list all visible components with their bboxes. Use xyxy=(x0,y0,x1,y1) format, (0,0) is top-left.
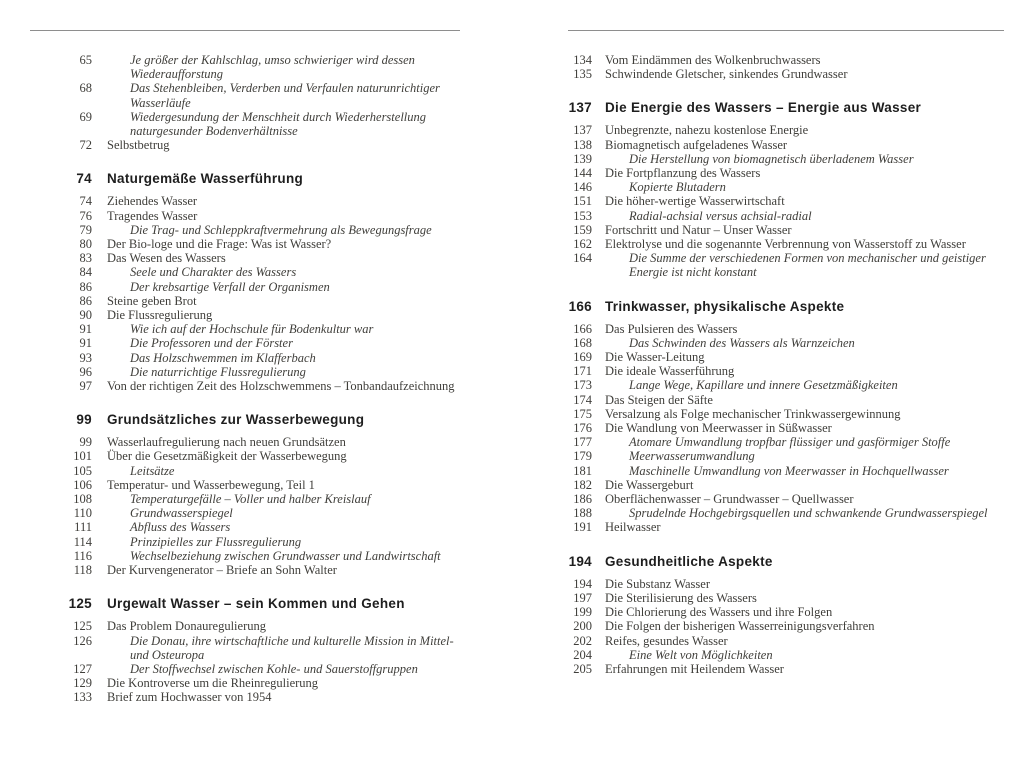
entry-page-number: 91 xyxy=(79,322,92,337)
entry-title: Je größer der Kahlschlag, umso schwieriger wird dessen Wiederaufforstung xyxy=(130,53,415,82)
entry-page-number: 72 xyxy=(79,138,92,153)
entry-title: Eine Welt von Möglichkeiten xyxy=(629,647,773,662)
entry-page-number: 101 xyxy=(73,449,92,464)
entry-page-number: 171 xyxy=(573,364,592,379)
entry-title: Das Holzschwemmen im Klafferbach xyxy=(130,350,316,365)
entry-page-number: 86 xyxy=(79,293,92,308)
entry-title: Das Pulsieren des Wassers xyxy=(605,321,738,336)
toc-entry xyxy=(30,223,460,237)
entry-page-number: 202 xyxy=(573,633,592,648)
entry-title: Die Wassergeburt xyxy=(605,477,694,492)
entry-page-number: 138 xyxy=(573,137,592,152)
entry-page-number: 114 xyxy=(73,534,92,549)
toc-section xyxy=(30,171,460,393)
entry-page-number: 166 xyxy=(573,321,592,336)
entry-title: Die Chlorierung des Wassers und ihre Folgen xyxy=(605,605,833,620)
entry-page-number: 93 xyxy=(79,350,92,365)
toc-section-heading xyxy=(30,412,460,428)
entry-title: Das Problem Donauregulierung xyxy=(107,619,266,634)
toc-entry xyxy=(568,378,1004,392)
toc-entry xyxy=(568,67,1004,81)
toc-entry xyxy=(30,194,460,208)
entry-title: Grundsätzliches zur Wasserbewegung xyxy=(107,412,365,428)
toc-section xyxy=(568,53,1004,81)
entry-page-number: 110 xyxy=(73,506,92,521)
toc-entry xyxy=(30,634,460,662)
toc-entry xyxy=(568,393,1004,407)
entry-title: Versalzung als Folge mechanischer Trinkwassergewinnung xyxy=(605,406,901,421)
toc-entry xyxy=(568,435,1004,449)
entry-title: Die Sterilisierung des Wassers xyxy=(605,590,757,605)
entry-page-number: 199 xyxy=(573,605,592,620)
entry-title: Meerwasserumwandlung xyxy=(629,449,755,464)
toc-column-left xyxy=(30,0,460,705)
header-rule-left xyxy=(30,30,460,31)
toc-entry xyxy=(30,662,460,676)
entry-title: Unbegrenzte, nahezu kostenlose Energie xyxy=(605,123,809,138)
entry-page-number: 74 xyxy=(79,194,92,209)
toc-section xyxy=(30,596,460,704)
entry-title: Das Stehenbleiben, Verderben und Verfaulen naturunrichtiger Wasserläufe xyxy=(130,81,440,110)
entry-title: Über die Gesetzmäßigkeit der Wasserbewegung xyxy=(107,449,347,464)
entry-title: Naturgemäße Wasserführung xyxy=(107,171,304,187)
toc-entry xyxy=(30,464,460,478)
entry-title: Trinkwasser, physikalische Aspekte xyxy=(605,298,845,314)
entry-title: Die Donau, ihre wirtschaftliche und kulturelle Mission in Mittel- und Osteuropa xyxy=(130,633,454,662)
entry-title: Die Substanz Wasser xyxy=(605,576,710,591)
toc-entry xyxy=(568,520,1004,534)
toc-entry xyxy=(568,180,1004,194)
toc-section xyxy=(568,100,1004,279)
toc-entry xyxy=(30,336,460,350)
entry-title: Grundwasserspiegel xyxy=(130,506,233,521)
entry-title: Temperatur- und Wasserbewegung, Teil 1 xyxy=(107,477,315,492)
toc-entry xyxy=(30,690,460,704)
toc-entry xyxy=(30,563,460,577)
entry-title: Atomare Umwandlung tropfbar flüssiger und gasförmiger Stoffe xyxy=(629,435,951,450)
toc-entry xyxy=(568,209,1004,223)
toc-section xyxy=(30,53,460,152)
toc-entry xyxy=(568,591,1004,605)
entry-title: Prinzipielles zur Flussregulierung xyxy=(130,534,302,549)
entry-page-number: 191 xyxy=(573,520,592,535)
toc-entry xyxy=(568,194,1004,208)
toc-entry xyxy=(30,506,460,520)
entry-title: Erfahrungen mit Heilendem Wasser xyxy=(605,661,784,676)
entry-page-number: 182 xyxy=(573,477,592,492)
toc-entry xyxy=(30,237,460,251)
entry-page-number: 126 xyxy=(73,633,92,648)
toc-entry xyxy=(30,110,460,138)
entry-title: Radial-achsial versus achsial-radial xyxy=(629,208,812,223)
entry-page-number: 125 xyxy=(73,619,92,634)
toc-section xyxy=(30,412,460,577)
toc-entry xyxy=(30,619,460,633)
entry-page-number: 127 xyxy=(73,661,92,676)
toc-entry xyxy=(568,322,1004,336)
entry-title: Selbstbetrug xyxy=(107,138,170,153)
toc-section-heading xyxy=(568,299,1004,315)
entry-page-number: 65 xyxy=(79,53,92,67)
toc-entry xyxy=(30,549,460,563)
entry-page-number: 86 xyxy=(79,279,92,294)
toc-entry xyxy=(30,209,460,223)
toc-entry xyxy=(30,294,460,308)
entry-page-number: 164 xyxy=(573,251,592,266)
toc-section-heading xyxy=(30,596,460,612)
entry-page-number: 159 xyxy=(573,222,592,237)
entry-title: Wasserlaufregulierung nach neuen Grundsätzen xyxy=(107,435,346,450)
entry-title: Das Steigen der Säfte xyxy=(605,392,713,407)
toc-entry xyxy=(568,464,1004,478)
header-rule-right xyxy=(568,30,1004,31)
entry-title: Tragendes Wasser xyxy=(107,208,198,223)
entry-page-number: 84 xyxy=(79,265,92,280)
toc-entry xyxy=(30,435,460,449)
entry-title: Kopierte Blutadern xyxy=(629,180,726,195)
entry-page-number: 144 xyxy=(573,166,592,181)
entry-page-number: 83 xyxy=(79,251,92,266)
entry-title: Fortschritt und Natur – Unser Wasser xyxy=(605,222,792,237)
entry-page-number: 106 xyxy=(73,477,92,492)
toc-entry xyxy=(30,478,460,492)
toc-entry xyxy=(30,265,460,279)
toc-entry xyxy=(568,577,1004,591)
entry-page-number: 204 xyxy=(573,647,592,662)
entry-title: Biomagnetisch aufgeladenes Wasser xyxy=(605,137,788,152)
entry-page-number: 135 xyxy=(573,67,592,82)
toc-entry xyxy=(568,237,1004,251)
entry-title: Wiedergesundung der Menschheit durch Wiederherstellung naturgesunder Bodenverhältnisse xyxy=(130,109,427,139)
entry-page-number: 133 xyxy=(73,690,92,705)
toc-entry xyxy=(30,322,460,336)
entry-title: Maschinelle Umwandlung von Meerwasser in Hochquellwasser xyxy=(629,463,949,478)
toc-entry xyxy=(568,492,1004,506)
entry-title: Die Professoren und der Förster xyxy=(130,336,293,351)
entry-page-number: 97 xyxy=(79,379,92,394)
toc-entry xyxy=(568,364,1004,378)
entry-page-number: 168 xyxy=(573,335,592,350)
entry-title: Die höher-wertige Wasserwirtschaft xyxy=(605,194,785,209)
toc-entry xyxy=(568,251,1004,279)
entry-title: Gesundheitliche Aspekte xyxy=(605,553,773,569)
entry-page-number: 68 xyxy=(79,81,92,96)
entry-title: Schwindende Gletscher, sinkendes Grundwasser xyxy=(605,67,848,82)
toc-entry xyxy=(30,280,460,294)
entry-title: Heilwasser xyxy=(605,520,661,535)
entry-page-number: 188 xyxy=(573,506,592,521)
entry-page-number: 137 xyxy=(573,123,592,138)
toc-list-right xyxy=(568,53,1004,676)
entry-page-number: 129 xyxy=(73,676,92,691)
entry-page-number: 197 xyxy=(573,590,592,605)
toc-entry xyxy=(568,152,1004,166)
entry-title: Sprudelnde Hochgebirgsquellen und schwankende Grundwasserspiegel xyxy=(629,506,988,521)
entry-page-number: 79 xyxy=(79,222,92,237)
entry-page-number: 175 xyxy=(573,406,592,421)
entry-page-number: 137 xyxy=(568,100,592,116)
entry-page-number: 153 xyxy=(573,208,592,223)
entry-title: Die Herstellung von biomagnetisch überladenem Wasser xyxy=(629,151,914,166)
toc-entry xyxy=(568,407,1004,421)
entry-page-number: 96 xyxy=(79,364,92,379)
toc-entry xyxy=(30,351,460,365)
toc-entry xyxy=(30,379,460,393)
toc-entry xyxy=(568,166,1004,180)
entry-page-number: 111 xyxy=(74,520,92,535)
entry-page-number: 90 xyxy=(79,308,92,323)
entry-title: Die Kontroverse um die Rheinregulierung xyxy=(107,676,319,691)
toc-entry xyxy=(30,676,460,690)
toc-entry xyxy=(568,605,1004,619)
entry-title: Die Wasser-Leitung xyxy=(605,350,705,365)
entry-title: Die naturrichtige Flussregulierung xyxy=(130,364,306,379)
entry-page-number: 105 xyxy=(73,463,92,478)
entry-title: Leitsätze xyxy=(130,463,175,478)
entry-title: Abfluss des Wassers xyxy=(130,520,231,535)
entry-page-number: 74 xyxy=(76,171,92,187)
entry-title: Elektrolyse und die sogenannte Verbrennung von Wasserstoff zu Wasser xyxy=(605,237,966,252)
toc-entry xyxy=(30,138,460,152)
entry-page-number: 125 xyxy=(68,596,92,612)
entry-title: Die Energie des Wassers – Energie aus Wasser xyxy=(605,100,922,116)
toc-entry xyxy=(568,123,1004,137)
entry-title: Steine geben Brot xyxy=(107,293,197,308)
entry-page-number: 205 xyxy=(573,661,592,676)
entry-page-number: 174 xyxy=(573,392,592,407)
entry-title: Vom Eindämmen des Wolkenbruchwassers xyxy=(605,53,821,67)
entry-title: Reifes, gesundes Wasser xyxy=(605,633,728,648)
entry-page-number: 177 xyxy=(573,435,592,450)
entry-title: Die Summe der verschiedenen Formen von mechanischer und geistiger Energie ist nicht konstant xyxy=(629,251,986,280)
entry-page-number: 134 xyxy=(573,53,592,67)
toc-entry xyxy=(30,492,460,506)
entry-page-number: 173 xyxy=(573,378,592,393)
entry-page-number: 166 xyxy=(568,298,592,314)
toc-entry xyxy=(568,634,1004,648)
toc-entry xyxy=(568,336,1004,350)
toc-section-heading xyxy=(568,554,1004,570)
entry-page-number: 181 xyxy=(573,463,592,478)
entry-title: Das Schwinden des Wassers als Warnzeichen xyxy=(629,335,855,350)
entry-page-number: 151 xyxy=(573,194,592,209)
toc-section xyxy=(568,299,1004,535)
toc-entry xyxy=(568,350,1004,364)
entry-page-number: 162 xyxy=(573,237,592,252)
entry-page-number: 76 xyxy=(79,208,92,223)
entry-page-number: 99 xyxy=(76,412,92,428)
toc-entry xyxy=(568,421,1004,435)
entry-title: Die Folgen der bisherigen Wasserreinigungsverfahren xyxy=(605,619,875,634)
entry-title: Brief zum Hochwasser von 1954 xyxy=(107,690,272,705)
entry-title: Wechselbeziehung zwischen Grundwasser und Landwirtschaft xyxy=(130,548,441,563)
entry-title: Der Kurvengenerator – Briefe an Sohn Walter xyxy=(107,563,337,578)
toc-entry xyxy=(30,308,460,322)
toc-entry xyxy=(30,449,460,463)
entry-page-number: 194 xyxy=(573,576,592,591)
toc-entry xyxy=(568,662,1004,676)
toc-section-heading xyxy=(568,100,1004,116)
toc-section xyxy=(568,554,1004,676)
entry-title: Der Stoffwechsel zwischen Kohle- und Sauerstoffgruppen xyxy=(130,661,418,676)
entry-page-number: 146 xyxy=(573,180,592,195)
entry-page-number: 169 xyxy=(573,350,592,365)
toc-entry xyxy=(568,223,1004,237)
entry-title: Der krebsartige Verfall der Organismen xyxy=(130,279,330,294)
entry-title: Urgewalt Wasser – sein Kommen und Gehen xyxy=(107,596,405,612)
toc-section-heading xyxy=(30,171,460,187)
toc-list-left xyxy=(30,53,460,705)
toc-entry xyxy=(30,365,460,379)
entry-page-number: 200 xyxy=(573,619,592,634)
entry-page-number: 194 xyxy=(568,553,592,569)
entry-page-number: 179 xyxy=(573,449,592,464)
entry-page-number: 176 xyxy=(573,421,592,436)
toc-entry xyxy=(568,506,1004,520)
entry-title: Die Trag- und Schleppkraftvermehrung als Bewegungsfrage xyxy=(130,222,432,237)
entry-page-number: 108 xyxy=(73,492,92,507)
toc-entry xyxy=(568,478,1004,492)
entry-title: Wie ich auf der Hochschule für Bodenkultur war xyxy=(130,322,374,337)
toc-entry xyxy=(30,251,460,265)
toc-entry xyxy=(30,53,460,81)
entry-page-number: 69 xyxy=(79,109,92,124)
entry-page-number: 99 xyxy=(79,435,92,450)
toc-entry xyxy=(568,619,1004,633)
entry-title: Die ideale Wasserführung xyxy=(605,364,735,379)
entry-page-number: 186 xyxy=(573,492,592,507)
entry-title: Seele und Charakter des Wassers xyxy=(130,265,297,280)
entry-page-number: 118 xyxy=(73,563,92,578)
entry-title: Von der richtigen Zeit des Holzschwemmens – Tonbandaufzeichnung xyxy=(107,379,455,394)
entry-title: Oberflächenwasser – Grundwasser – Quellwasser xyxy=(605,492,854,507)
entry-page-number: 91 xyxy=(79,336,92,351)
entry-title: Der Bio-loge und die Frage: Was ist Wasser? xyxy=(107,237,332,252)
toc-entry xyxy=(568,138,1004,152)
toc-entry xyxy=(30,81,460,109)
toc-column-right xyxy=(568,0,1004,676)
entry-page-number: 139 xyxy=(573,151,592,166)
toc-entry xyxy=(30,520,460,534)
entry-title: Ziehendes Wasser xyxy=(107,194,198,209)
toc-entry xyxy=(568,449,1004,463)
entry-page-number: 80 xyxy=(79,237,92,252)
toc-entry xyxy=(30,535,460,549)
entry-title: Die Wandlung von Meerwasser in Süßwasser xyxy=(605,421,832,436)
entry-title: Das Wesen des Wassers xyxy=(107,251,226,266)
toc-entry xyxy=(568,648,1004,662)
entry-title: Die Fortpflanzung des Wassers xyxy=(605,166,761,181)
toc-entry xyxy=(568,53,1004,67)
entry-title: Lange Wege, Kapillare und innere Gesetzmäßigkeiten xyxy=(629,378,898,393)
entry-title: Temperaturgefälle – Voller und halber Kreislauf xyxy=(130,492,371,507)
entry-title: Die Flussregulierung xyxy=(107,308,213,323)
entry-page-number: 116 xyxy=(73,548,92,563)
